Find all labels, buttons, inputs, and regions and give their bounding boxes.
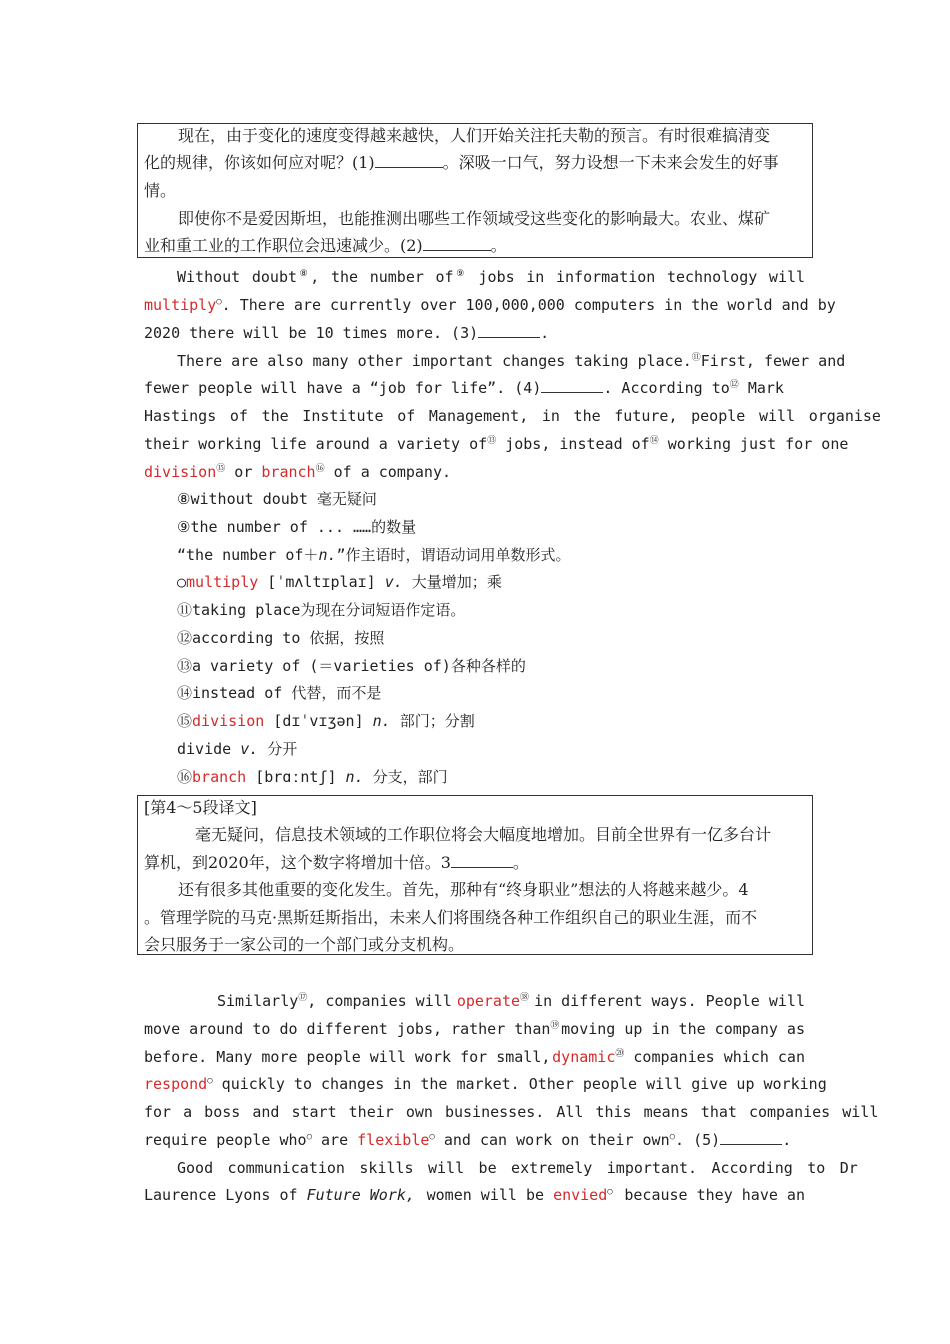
para5-line3: Hastings of the Institute of Management, in the future, people will organise <box>144 407 881 425</box>
box2-text: 还有很多其他重要的变化发生。首先，那种有“终身职业”想法的人将越来越少。4 <box>178 880 749 899</box>
footnote-marker: ⑫ <box>729 380 739 390</box>
para7-line2: Laurence Lyons of Future Work, women will be envied○ because they have an <box>144 1186 805 1204</box>
para6-line4: respond○ quickly to changes in the market. Other people will give up working <box>144 1075 827 1093</box>
footnote-marker: ○ <box>607 1187 613 1197</box>
vocab-word-multiply: multiply <box>144 296 217 314</box>
note-branch: ⑯branch [brɑːntʃ] n. 分支，部门 <box>177 768 448 786</box>
box1-text: 现在，由于变化的速度变得越来越快，人们开始关注托夫勒的预言。有时很难搞清变 <box>178 126 771 145</box>
para6-line2: move around to do different jobs, rather than⑲ moving up in the company as <box>144 1020 805 1038</box>
box2-text: 会只服务于一家公司的一个部门或分支机构。 <box>144 935 465 954</box>
box2-text: 。 <box>512 853 529 872</box>
vocab-word-respond: respond <box>144 1075 208 1093</box>
para4-line3: 2020 there will be 10 times more. (3) . <box>144 324 550 342</box>
box1-text: 。深吸一口气，努力设想一下未来会发生的好事 <box>442 153 779 172</box>
vocab-word-operate: operate <box>456 992 521 1010</box>
answer-blank-2[interactable] <box>423 236 491 251</box>
footnote-marker: ○ <box>306 1132 312 1142</box>
para5-line5: division⑮ or branch⑯ of a company. <box>144 463 452 481</box>
note-the-number-of: ⑨the number of ... ……的数量 <box>177 518 417 536</box>
answer-blank-1[interactable] <box>375 153 443 168</box>
answer-blank-3[interactable] <box>478 323 540 338</box>
note-without-doubt: ⑧without doubt 毫无疑问 <box>177 490 377 508</box>
answer-blank-3-cn[interactable] <box>451 853 513 868</box>
note-instead-of: ⑭instead of 代替，而不是 <box>177 684 382 702</box>
vocab-word-dynamic: dynamic <box>552 1048 616 1066</box>
vocab-word-flexible: flexible <box>357 1131 430 1149</box>
footnote-marker: ⑲ <box>550 1021 560 1031</box>
answer-blank-4[interactable] <box>541 378 603 393</box>
vocab-word-envied: envied <box>553 1186 608 1204</box>
para6-line5: for a boss and start their own businesses. All this means that companies will <box>144 1103 879 1121</box>
vocab-word-division: division <box>144 463 217 481</box>
box2-text: 算机，到2020年，这个数字将增加十倍。3 <box>144 853 451 872</box>
box1-text: 化的规律，你该如何应对呢？(1) <box>144 153 375 172</box>
para4-line1: Without doubt⑧, the number of⑨ jobs in information technology will <box>177 268 806 286</box>
footnote-marker: ⑮ <box>216 464 226 474</box>
box1-text: 情。 <box>144 181 177 200</box>
footnote-marker: ⑱ <box>520 993 530 1003</box>
para6-line3: before. Many more people will work for small, dynamic⑳ companies which can <box>144 1048 805 1066</box>
note-taking-place: ⑪taking place为现在分词短语作定语。 <box>177 601 466 619</box>
note-multiply: ○multiply [ˈmʌltɪplaɪ] v. 大量增加；乘 <box>177 573 502 591</box>
para4-line2: multiply○. There are currently over 100,000,000 computers in the world and by <box>144 296 836 314</box>
para5-line4: their working life around a variety of⑬ jobs, instead of⑭ working just for one <box>144 435 849 453</box>
footnote-marker: ⑪ <box>691 353 701 363</box>
footnote-marker: ⑬ <box>487 436 497 446</box>
footnote-marker: ⑯ <box>315 464 325 474</box>
para5-line1: There are also many other important changes taking place.⑪ First, fewer and <box>177 352 846 370</box>
box1-text: 即使你不是爱因斯坦，也能推测出哪些工作领域受这些变化的影响最大。农业、煤矿 <box>178 209 771 228</box>
box1-text: 业和重工业的工作职位会迅速减少。(2) <box>144 236 423 255</box>
note-according-to: ⑫according to 依据，按照 <box>177 629 385 647</box>
footnote-marker: ○ <box>216 297 222 307</box>
footnote-marker: ○ <box>669 1132 676 1142</box>
box2-heading: [第4～5段译文] <box>144 798 257 817</box>
box2-text: 。管理学院的马克·黑斯廷斯指出，未来人们将围绕各种工作组织自己的职业生涯，而不 <box>144 908 758 927</box>
note-the-number-of-grammar: “the number of＋n.”作主语时，谓语动词用单数形式。 <box>177 546 571 564</box>
vocab-word-branch: branch <box>261 463 316 481</box>
para6-line6: require people who○ are flexible○ and can work on their own○. (5) . <box>144 1131 792 1149</box>
footnote-marker: ⑰ <box>298 993 308 1003</box>
box2-text: 毫无疑问，信息技术领域的工作职位将会大幅度地增加。目前全世界有一亿多台计 <box>195 825 772 844</box>
answer-blank-5[interactable] <box>720 1130 782 1145</box>
box1-text: 。 <box>490 236 507 255</box>
footnote-marker: ⑭ <box>649 436 659 446</box>
para7-line1: Good communication skills will be extremely important. According to Dr <box>177 1159 858 1177</box>
footnote-marker: ⑨ <box>453 269 467 279</box>
note-division: ⑮division [dɪˈvɪʒən] n. 部门；分割 <box>177 712 475 730</box>
note-divide: divide v. 分开 <box>177 740 298 758</box>
para6-line1: Similarly⑰, companies will operate⑱ in different ways. People will <box>217 992 805 1010</box>
footnote-marker: ⑳ <box>615 1049 625 1059</box>
para5-line2: fewer people will have a “job for life”. (4) . According to⑫ Mark <box>144 379 784 397</box>
footnote-marker: ○ <box>429 1132 435 1142</box>
footnote-marker: ○ <box>207 1076 213 1086</box>
footnote-marker: ⑧ <box>297 269 311 279</box>
note-a-variety-of: ⑬a variety of (＝varieties of)各种各样的 <box>177 657 526 675</box>
